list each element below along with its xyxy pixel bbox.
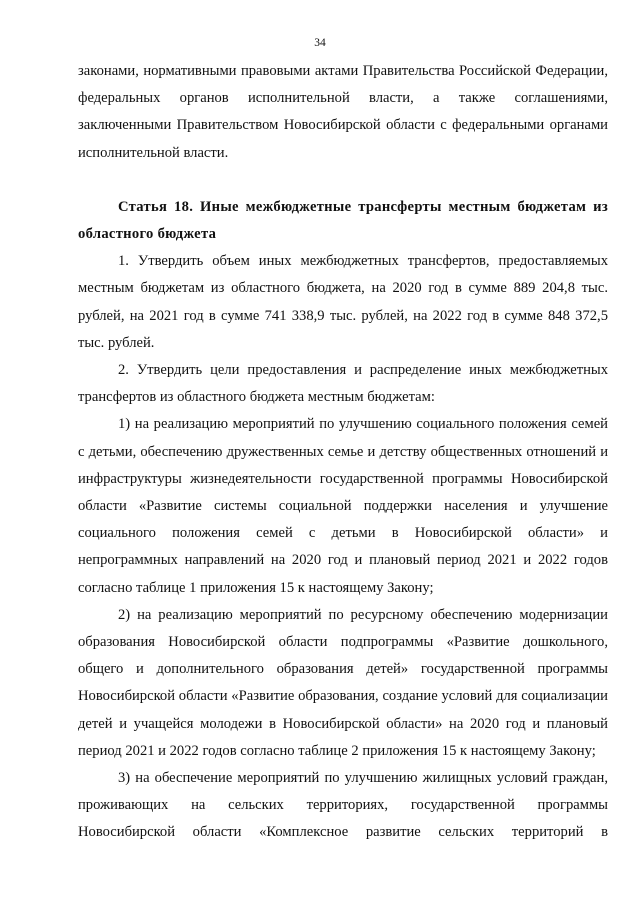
- document-body: [78, 58, 608, 847]
- paragraph-item-1: 1. Утвердить объем иных межбюджетных трансфертов, предоставляемых местным бюджетам из областного бюджета, на 2020 год в сумме 889 204,8 тыс. рублей, на 2021 год в сумме 741 338,9 тыс. рублей, на 2022 год в сумме 848 372,5 тыс. рублей.: [78, 253, 608, 351]
- subitem-2: 2) на реализацию мероприятий по ресурсному обеспечению модернизации образования Новосибирской области подпрограммы «Развитие дошкольного, общего и дополнительного образования детей» государственной программы Новосибирской области «Развитие образования, создание условий для социализации детей и учащейся молодежи в Новосибирской области» на 2020 год и плановый период 2021 и 2022 годов согласно таблице 2 приложения 15 к настоящему Закону;: [78, 606, 608, 759]
- subitem-1: 1) на реализацию мероприятий по улучшению социального положения семей с детьми, обеспечению дружественных семье и детству общественных отношений и инфраструктуры жизнедеятельности государственной программы Новосибирской области «Развитие системы социальной поддержки населения и улучшение социального положения семей с детьми в Новосибирской области» и непрограммных направлений на 2020 год и плановый период 2021 и 2022 годов согласно таблице 1 приложения 15 к настоящему Закону;: [78, 416, 608, 596]
- article-heading: Статья 18. Иные межбюджетные трансферты местным бюджетам из областного бюджета: [78, 198, 608, 243]
- paragraph-continuation: законами, нормативными правовыми актами Правительства Российской Федерации, федеральных органов исполнительной власти, а также соглашениями, заключенными Правительством Новосибирской области с федеральными органами исполнительной власти.: [78, 63, 608, 161]
- paragraph-item-2: 2. Утвердить цели предоставления и распределение иных межбюджетных трансфертов из областного бюджета местным бюджетам:: [78, 362, 608, 406]
- page-number: 34: [314, 37, 326, 49]
- subitem-3: 3) на обеспечение мероприятий по улучшению жилищных условий граждан, проживающих на сельских территориях, государственной программы Новосибирской области «Комплексное развитие сельских территорий в: [78, 770, 608, 841]
